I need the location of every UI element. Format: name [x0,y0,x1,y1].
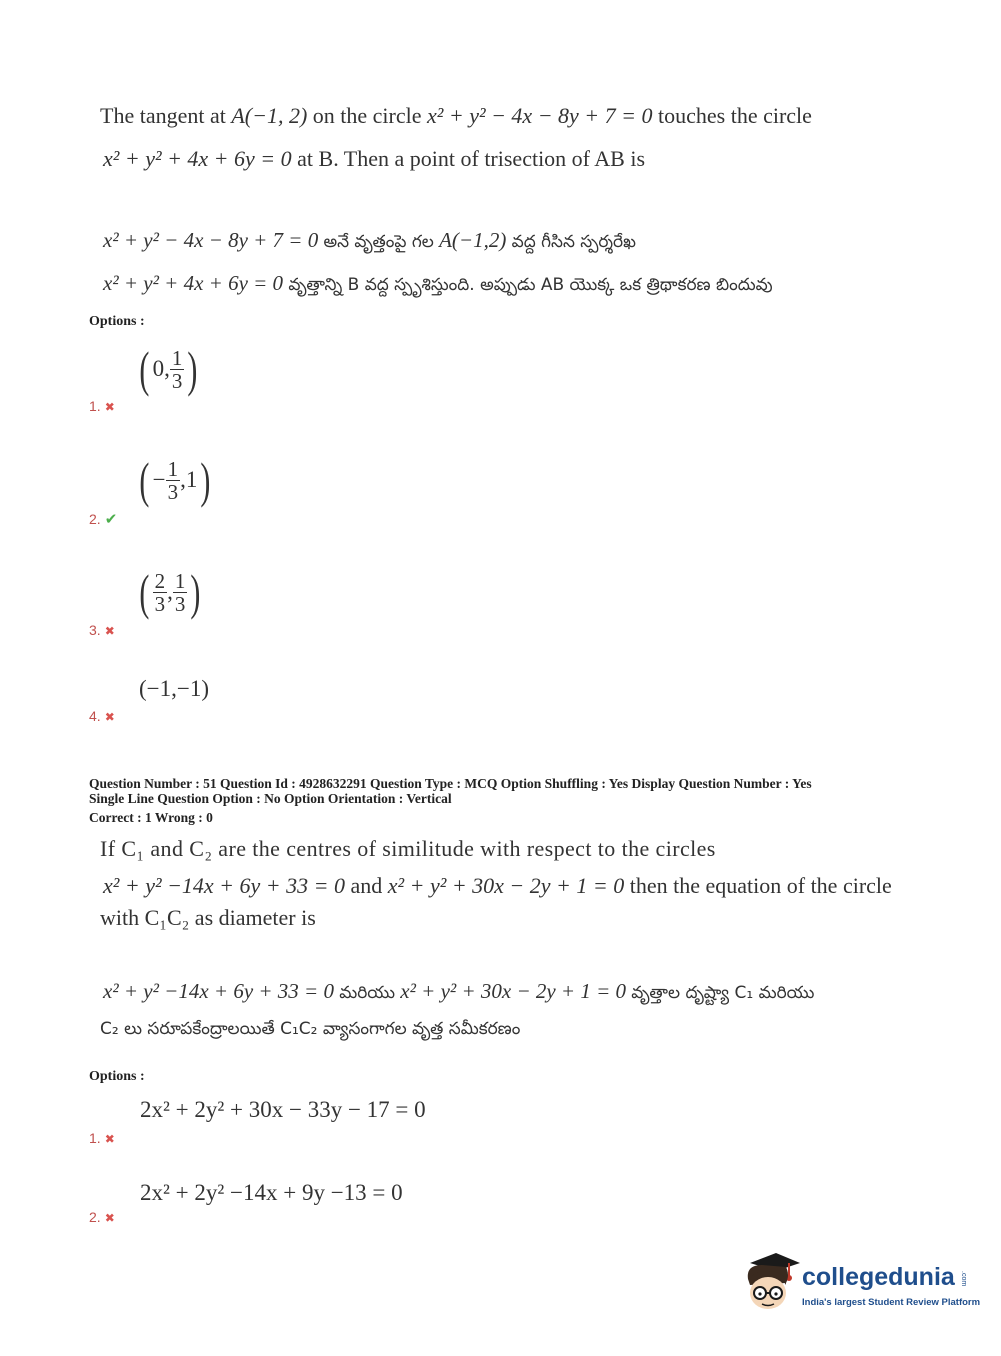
q51-english-line3: with C₁C₂ as diameter is [100,905,316,930]
q51-option-1-number[interactable] [89,1130,115,1146]
q50-point: A(−1, 2) [231,103,308,128]
logo-tagline: India's largest Student Review Platform [802,1297,981,1308]
fraction [173,570,188,615]
q51-options-label: Options : [89,1069,145,1084]
q51-meta-line3: Correct : 1 Wrong : 0 [89,810,213,825]
q50-te-text: వృత్తాన్ని B వద్ద స్పృశిస్తుంది. అప్పుడు AB యొక్క ఒక త్రిథాకరణ బిందువు [288,275,773,295]
cross-icon: ✖ [104,624,115,638]
fraction-denominator: 3 [171,368,183,393]
q51-circle2: x² + y² + 30x − 2y + 1 = 0 [387,873,625,898]
fraction-denominator: 3 [174,591,186,616]
q51-te-circle2: x² + y² + 30x − 2y + 1 = 0 [400,979,627,1003]
q51-telugu-line1 [103,971,814,1013]
q50-te-text: వద్ద గీసిన స్పర్శరేఖ [511,232,636,252]
q50-telugu-line1 [103,220,636,262]
option-number-text: 2. [89,1209,101,1225]
q51-text: then the equation of the circle [629,873,892,898]
q50-english-line1 [100,96,812,136]
q51-text: and [350,873,383,898]
q51-circle1: x² + y² −14x + 6y + 33 = 0 [103,873,345,898]
q51-telugu-line2: C₂ లు సరూపకేంద్రాలయితే C₁C₂ వ్యాసంగాగల వృత్త సమీకరణం [100,1019,521,1039]
check-icon: ✔ [104,511,118,528]
mascot-icon [742,1249,802,1315]
q50-text: touches the circle [658,103,812,128]
q50-circle2: x² + y² + 4x + 6y = 0 [103,146,292,171]
paren-right: ) [190,564,201,620]
q50-te-point: A(−1,2) [439,228,507,252]
fraction-denominator: 3 [167,479,179,504]
q50-text: at B. Then a point of trisection of AB is [297,146,646,171]
q51-option-2-number[interactable] [89,1209,115,1225]
paren-right: ) [200,452,211,508]
fraction-numerator: 1 [167,456,179,481]
q50-options-label: Options : [89,314,145,329]
q50-option-3-number[interactable] [89,622,115,638]
fraction [153,570,168,615]
cross-icon: ✖ [104,710,115,724]
q50-option-2-value [136,452,214,508]
q51-option-2-value: 2x² + 2y² −14x + 9y −13 = 0 [140,1180,403,1205]
fraction-numerator: 2 [154,568,166,593]
q50-te-text: అనే వృత్తంపై గల [323,232,434,252]
q51-meta-line1: Question Number : 51 Question Id : 4928632291 Question Type : MCQ Option Shuffling : Yes Display Question Number : Yes [89,776,812,791]
comma: , [167,579,173,604]
q50-option-3-value [136,564,204,620]
q50-circle1: x² + y² − 4x − 8y + 7 = 0 [427,103,653,128]
cross-icon: ✖ [104,400,115,414]
q50-option-2-number[interactable] [89,510,117,528]
option-number-text: 4. [89,708,101,724]
minus-sign: − [152,467,166,492]
option-number-text: 1. [89,1130,101,1146]
q51-te-text: మరియు [339,983,396,1003]
logo-dot-com: .com [960,1271,967,1287]
q50-option-4-value: (−1,−1) [139,676,210,701]
cross-icon: ✖ [104,1211,115,1225]
option-number-text: 1. [89,398,101,414]
logo-wordmark: collegedunia [802,1263,955,1291]
option-whole: 0, [152,356,170,381]
q50-english-line2 [103,139,645,179]
q50-telugu-line2 [103,263,773,305]
paren-left: ( [139,341,150,397]
q51-option-1-value: 2x² + 2y² + 30x − 33y − 17 = 0 [140,1097,426,1122]
q51-english-line1: If C₁ and C₂ are the centres of similitude with respect to the circles [100,836,716,861]
fraction [166,458,181,503]
fraction [170,347,185,392]
option-whole: ,1 [180,467,198,492]
paren-left: ( [139,452,150,508]
q50-te-circle2: x² + y² + 4x + 6y = 0 [103,271,284,295]
fraction-numerator: 1 [171,345,183,370]
q50-text: The tangent at [100,103,226,128]
q50-text: on the circle [312,103,422,128]
paren-right: ) [187,341,198,397]
q50-option-1-number[interactable] [89,398,115,414]
q51-te-text: వృత్తాల దృష్ట్యా C₁ మరియు [631,983,815,1003]
q51-meta-line2: Single Line Question Option : No Option Orientation : Vertical [89,791,452,806]
fraction-numerator: 1 [174,568,186,593]
q50-te-circle1: x² + y² − 4x − 8y + 7 = 0 [103,228,319,252]
collegedunia-logo[interactable] [742,1249,981,1319]
option-number-text: 2. [89,511,101,527]
paren-left: ( [139,564,150,620]
fraction-denominator: 3 [154,591,166,616]
cross-icon: ✖ [104,1132,115,1146]
option-number-text: 3. [89,622,101,638]
q50-option-1-value [136,341,201,397]
q50-option-4-number[interactable] [89,708,115,724]
q51-te-circle1: x² + y² −14x + 6y + 33 = 0 [103,979,334,1003]
